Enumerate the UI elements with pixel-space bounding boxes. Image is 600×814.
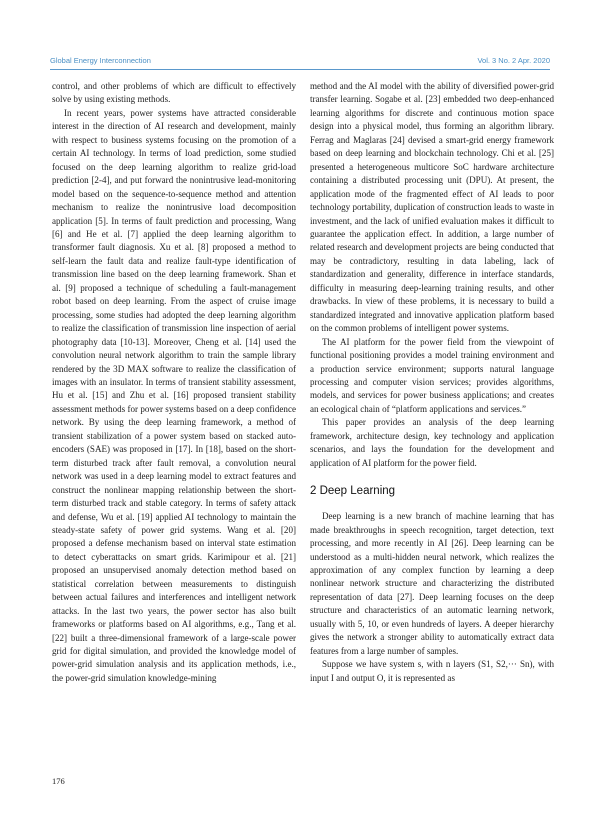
page-number: 176 [52, 776, 65, 786]
header-rule [50, 69, 550, 70]
issue-info: Vol. 3 No. 2 Apr. 2020 [477, 56, 550, 65]
left-column [52, 80, 296, 685]
paragraph: Suppose we have system s, with n layers (S1, S2,··· Sn), with input I and output O, it is represented as [310, 659, 554, 683]
running-header [50, 56, 550, 70]
paragraph: The AI platform for the power field from the viewpoint of functional positioning provides a model training environment and a production service environment; supports natural language processing and computer vision services; provides algorithms, models, and services for power business applications; and creates an ecological chain of “platform applications and services.” [310, 336, 554, 414]
paragraph: Deep learning is a new branch of machine learning that has made breakthroughs in speech recognition, target detection, text processing, and more recently in AI [26]. Deep learning can be understood as a multi-hidden neural network, which realizes the approximation of any complex function by learning a deep nonlinear network structure and characterizing the distributed representation of data [27]. Deep learning focuses on the deep structure and characteristics of an automatic learning network, usually with 5, 10, or even hundreds of layers. A deeper hierarchy gives the network a stronger ability to automatically extract data features from a large number of samples. [310, 511, 554, 656]
paragraph: This paper provides an analysis of the deep learning framework, architecture design, key technology and application scenarios, and lays the foundation for the development and application of AI platform for the power field. [310, 417, 554, 468]
journal-name: Global Energy Interconnection [50, 56, 151, 65]
right-column [310, 80, 554, 685]
section-heading: 2 Deep Learning [310, 485, 396, 498]
paragraph: method and the AI model with the ability of diversified power-grid transfer learning. Sogabe et al. [23] embedded two deep-enhanced learning algorithms for discrete and continuous motion space design into a physical model, thus forming an algorithm library. Ferrag and Maglaras [24] devised a smart-grid energy framework based on deep learning and blockchain technology. Chi et al. [25] presented a heterogeneous multicore SoC hardware architecture containing a distributed processing unit (DPU). At present, the application mode of the fragmented effect of AI leads to poor technology portability, duplication of construction leads to waste in investment, and the lack of unified evaluation makes it difficult to guarantee the application effect. In addition, a large number of related research and development projects are being conducted that may be contradictory, resulting in data labeling, lack of standardization and generality, difference in interface standards, difficulty in measuring deep-learning training results, and other drawbacks. In view of these problems, it is necessary to build a standardized integrated and innovative application platform based on the common problems of intelligent power systems. [310, 81, 554, 334]
paragraph: In recent years, power systems have attracted considerable interest in the direction of AI research and development, mainly with respect to business systems focusing on the promotion of a certain AI technology. In terms of load prediction, some studied focused on the deep learning algorithm to realize grid-load prediction [2-4], and put forward the nonintrusive lead-monitoring model based on the sequence-to-sequence method and attention mechanism to realize the nonintrusive load decomposition application [5]. In terms of fault prediction and processing, Wang [6] and He et al. [7] applied the deep learning algorithm to transformer fault diagnosis. Xu et al. [8] proposed a method to self-learn the fault data and realize fault-type identification of transmission line based on the deep learning framework. Shan et al. [9] proposed a technique of scheduling a fault-management robot based on deep learning. From the aspect of cruise image processing, some studies had adopted the deep learning algorithm to realize the classification of transmission line inspection of aerial photography data [10-13]. Moreover, Cheng et al. [14] used the convolution neural network algorithm to train the sample library rendered by the 3D MAX software to realize the classification of images with an insulator. In terms of transient stability assessment, Hu et al. [15] and Zhu et al. [16] proposed transient stability assessment methods for power systems based on a deep confidence network. By using the deep learning framework, a method of transient stabilization of a power system based on stacked auto-encoders (SAE) was proposed in [17]. In [18], based on the short-term disturbed track after fault removal, a convolution neural network was used in a deep learning model to extract features and construct the nonlinear mapping relationship between the short-term disturbed track and stable category. In terms of safety attack and defense, Wu et al. [19] applied AI technology to maintain the steady-state safety of power grid systems. Wang et al. [20] proposed a defense mechanism based on interval state estimation to detect cyberattacks on smart grids. Karimipour et al. [21] proposed an unsupervised anomaly detection method based on statistical correlation between measurements to distinguish between actual failures and interferences and intelligent network attacks. In the last two years, the power sector has also built frameworks or platforms based on AI algorithms, e.g., Tang et al. [22] built a three-dimensional framework of a large-scale power grid for digital simulation, and provided the knowledge model of power-grid simulation analysis and its application methods, i.e., the power-grid simulation knowledge-mining [52, 107, 296, 683]
paragraph: control, and other problems of which are difficult to effectively solve by using existing methods. [52, 81, 296, 105]
